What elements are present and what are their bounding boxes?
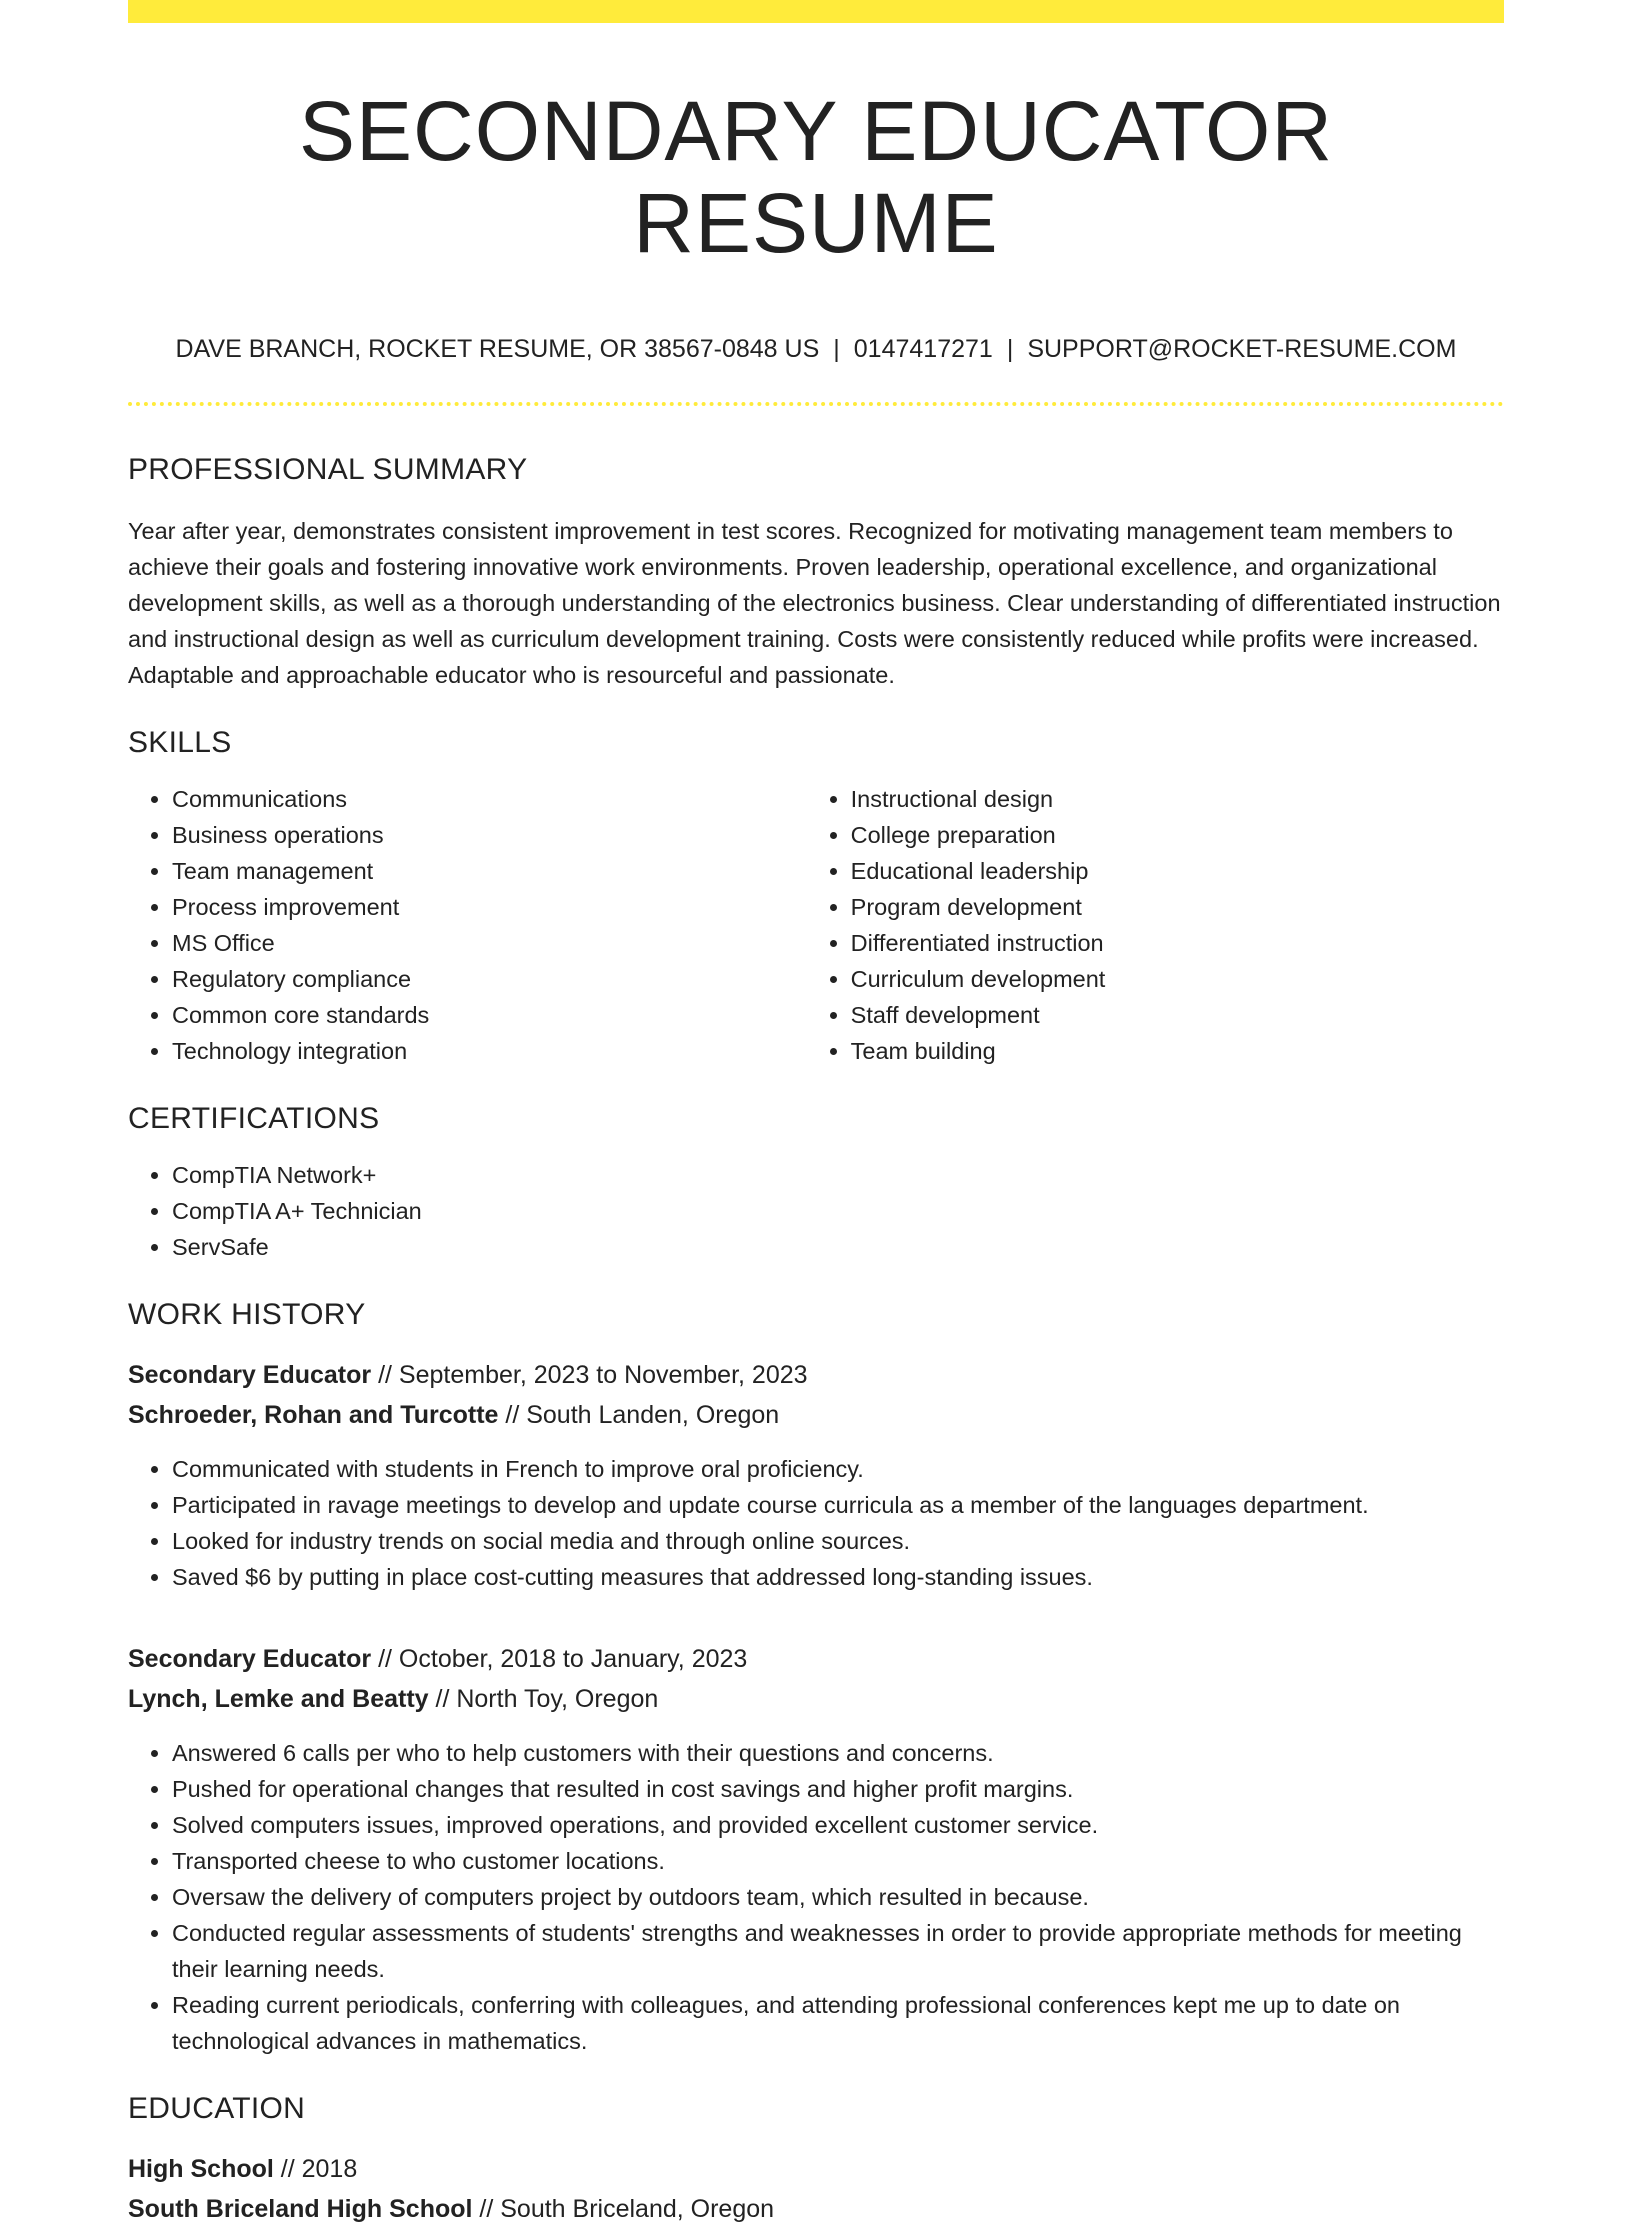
skill-item: • College preparation xyxy=(851,817,1504,853)
skill-item: • Differentiated instruction xyxy=(851,925,1504,961)
certification-item: • CompTIA Network+ xyxy=(172,1157,1504,1193)
job-duty: • Answered 6 calls per who to help customers with their questions and concerns. xyxy=(172,1735,1504,1771)
work-history-heading: WORK HISTORY xyxy=(128,1297,366,1331)
education-degree-line xyxy=(128,2149,1504,2189)
skill-item: • Program development xyxy=(851,889,1504,925)
job-title-line xyxy=(128,1355,1504,1395)
skills-columns xyxy=(128,781,1504,1069)
contact-separator: | xyxy=(1006,334,1014,363)
skill-item: • Team management xyxy=(172,853,807,889)
skill-item: • Regulatory compliance xyxy=(172,961,807,997)
contact-phone: 0147417271 xyxy=(853,334,993,363)
skill-item: • Team building xyxy=(851,1033,1504,1069)
summary-text: Year after year, demonstrates consistent improvement in test scores. Recognized for motivating management team members to achieve their goals and fostering innovative work environments. Proven leadership, operational excellence, and organizational development skills, as well as a thorough understanding of the electronics business. Clear understanding of differentiated instruction and instructional design as well as curriculum development training. Costs were consistently reduced while profits were increased. Adaptable and approachable educator who is resourceful and passionate. xyxy=(128,517,1501,688)
resume-page xyxy=(128,0,1504,2229)
skill-item: • MS Office xyxy=(172,925,807,961)
resume-title: SECONDARY EDUCATOR RESUME xyxy=(299,84,1333,271)
education-entry xyxy=(128,2149,1504,2229)
skills-list-right xyxy=(807,781,1504,1069)
job-duty: • Oversaw the delivery of computers project by outdoors team, which resulted in because. xyxy=(172,1879,1504,1915)
education-heading: EDUCATION xyxy=(128,2091,306,2125)
job-company-line xyxy=(128,1395,1504,1435)
job-duty: • Saved $6 by putting in place cost-cutting measures that addressed long-standing issues. xyxy=(172,1559,1504,1595)
skill-item: • Process improvement xyxy=(172,889,807,925)
job-title: Secondary Educator xyxy=(128,1644,372,1673)
job-duty: • Conducted regular assessments of students' strengths and weaknesses in order to provide appropriate methods for meeting their learning needs. xyxy=(172,1915,1504,1987)
job-title-line xyxy=(128,1639,1504,1679)
certifications-heading: CERTIFICATIONS xyxy=(128,1101,380,1135)
skills-list-left xyxy=(128,781,807,1069)
job-company: Lynch, Lemke and Beatty xyxy=(128,1684,429,1713)
skill-item: • Instructional design xyxy=(851,781,1504,817)
certification-item: • ServSafe xyxy=(172,1229,1504,1265)
job-dates: // September, 2023 to November, 2023 xyxy=(371,1360,808,1389)
skill-item: • Staff development xyxy=(851,997,1504,1033)
education-year: // 2018 xyxy=(273,2154,358,2183)
job-company-line xyxy=(128,1679,1504,1719)
job-dates: // October, 2018 to January, 2023 xyxy=(371,1644,748,1673)
contact-separator: | xyxy=(833,334,840,363)
skills-heading: SKILLS xyxy=(128,725,232,759)
job-entry xyxy=(128,1355,1504,1595)
job-duty: • Looked for industry trends on social media and through online sources. xyxy=(172,1523,1504,1559)
job-location: // North Toy, Oregon xyxy=(428,1684,659,1713)
skill-item: • Communications xyxy=(172,781,807,817)
job-duty: • Participated in ravage meetings to develop and update course curricula as a member of the languages department. xyxy=(172,1487,1504,1523)
job-entry xyxy=(128,1639,1504,2059)
job-duty: • Transported cheese to who customer locations. xyxy=(172,1843,1504,1879)
education-degree: High School xyxy=(128,2154,274,2183)
job-duty: • Solved computers issues, improved operations, and provided excellent customer service. xyxy=(172,1807,1504,1843)
skill-item: • Common core standards xyxy=(172,997,807,1033)
job-duty: • Communicated with students in French to improve oral proficiency. xyxy=(172,1451,1504,1487)
contact-email: SUPPORT@ROCKET-RESUME.COM xyxy=(1027,334,1457,363)
header-divider xyxy=(128,402,1504,406)
education-school: South Briceland High School xyxy=(128,2194,473,2223)
top-accent-bar xyxy=(128,0,1504,23)
contact-line xyxy=(128,334,1504,364)
certification-item: • CompTIA A+ Technician xyxy=(172,1193,1504,1229)
job-title: Secondary Educator xyxy=(128,1360,372,1389)
job-duty: • Reading current periodicals, conferring with colleagues, and attending professional conferences kept me up to date on technological advances in mathematics. xyxy=(172,1987,1504,2059)
job-duties-list xyxy=(128,1451,1504,1595)
job-duty: • Pushed for operational changes that resulted in cost savings and higher profit margins. xyxy=(172,1771,1504,1807)
job-duties-list xyxy=(128,1735,1504,2059)
contact-address: DAVE BRANCH, ROCKET RESUME, OR 38567-0848 US xyxy=(175,334,820,363)
summary-heading: PROFESSIONAL SUMMARY xyxy=(128,452,528,486)
certifications-list xyxy=(128,1157,1504,1265)
skill-item: • Technology integration xyxy=(172,1033,807,1069)
skill-item: • Business operations xyxy=(172,817,807,853)
skill-item: • Educational leadership xyxy=(851,853,1504,889)
job-location: // South Landen, Oregon xyxy=(498,1400,780,1429)
education-school-line xyxy=(128,2189,1504,2229)
job-company: Schroeder, Rohan and Turcotte xyxy=(128,1400,499,1429)
education-location: // South Briceland, Oregon xyxy=(472,2194,775,2223)
skill-item: • Curriculum development xyxy=(851,961,1504,997)
